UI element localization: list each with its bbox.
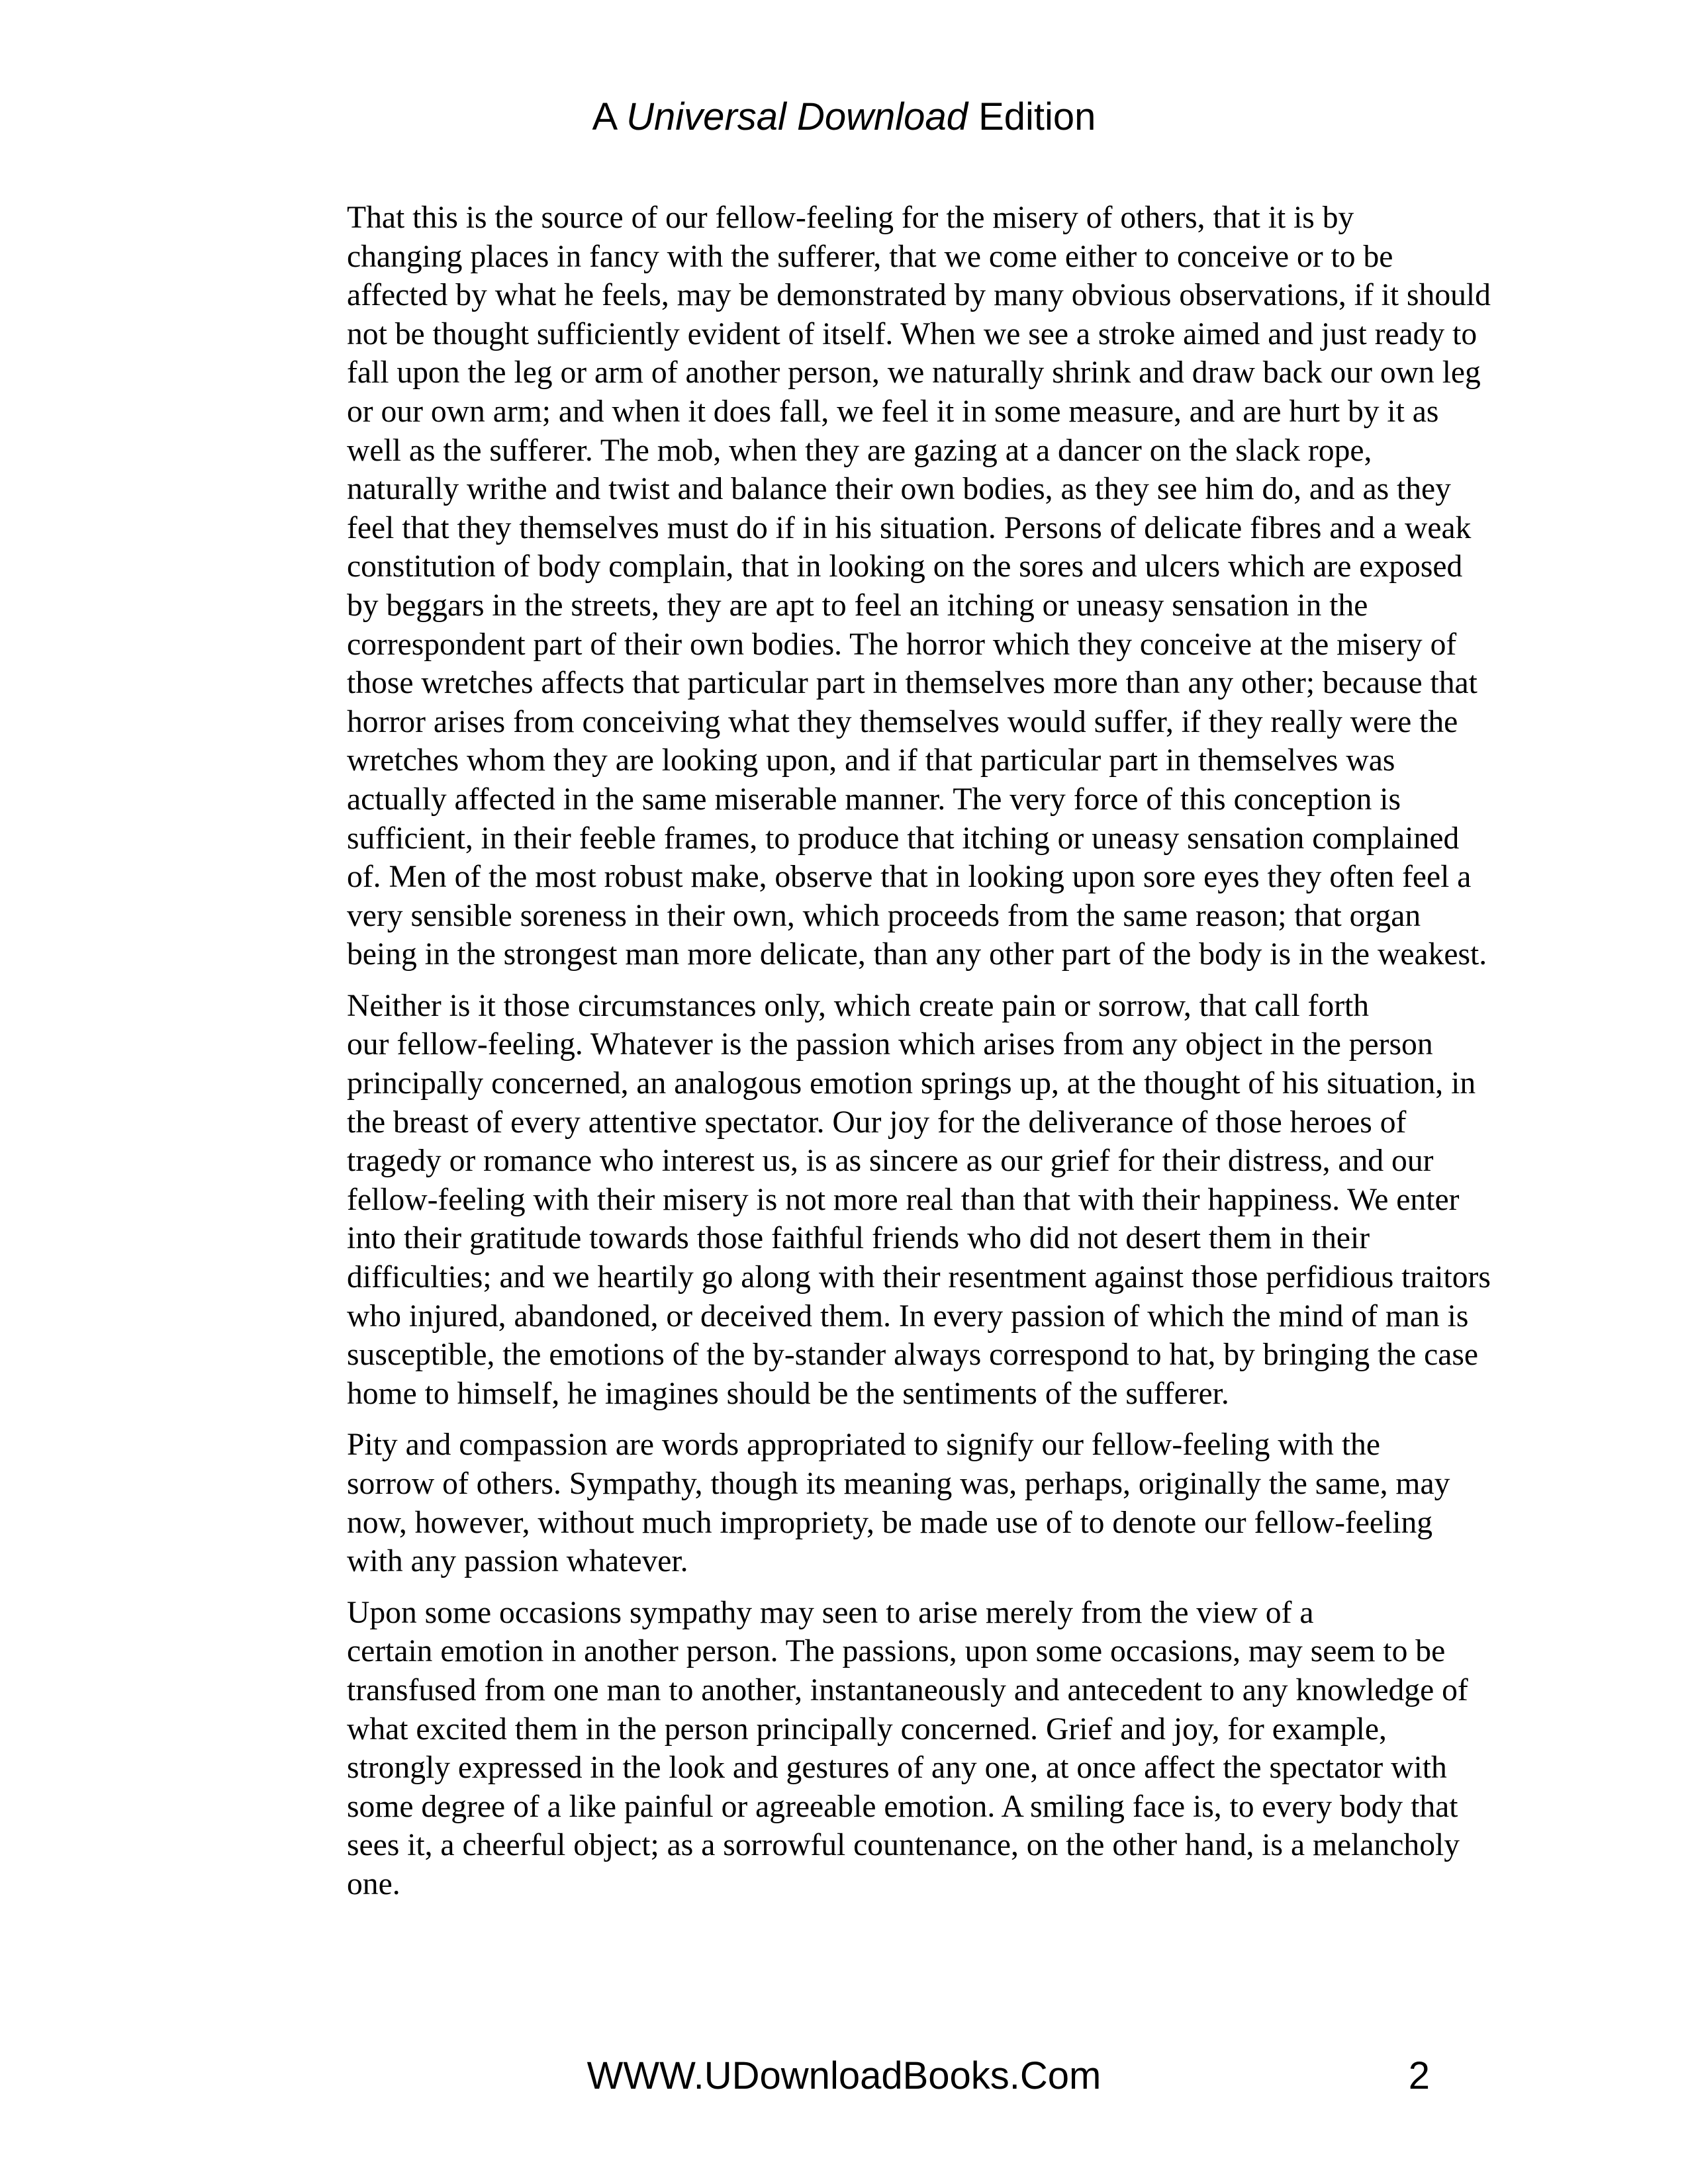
text-line: the breast of every attentive spectator. Our joy for the deliverance of those heroes of (347, 1105, 1407, 1140)
header-italic-title: Universal Download (626, 95, 968, 138)
paragraph-4 (248, 1594, 1468, 1904)
running-header (0, 94, 1688, 140)
text-line: into their gratitude towards those faithful friends who did not desert them in their (347, 1221, 1370, 1256)
text-line: home to himself, he imagines should be the sentiments of the sufferer. (347, 1376, 1229, 1411)
text-line: wretches whom they are looking upon, and if that particular part in themselves was (347, 743, 1395, 778)
text-line: affected by what he feels, may be demonstrated by many obvious observations, if it should (347, 278, 1491, 313)
text-line: constitution of body complain, that in looking on the sores and ulcers which are exposed (347, 549, 1463, 584)
header-prefix: A (592, 95, 627, 138)
body-text (248, 199, 1491, 1917)
text-line: our fellow-feeling. Whatever is the passion which arises from any object in the person (347, 1027, 1433, 1062)
paragraph-1 (248, 199, 1491, 974)
text-line: feel that they themselves must do if in his situation. Persons of delicate fibres and a weak (347, 510, 1472, 545)
page-number: 2 (1408, 2054, 1430, 2097)
text-line: tragedy or romance who interest us, is as sincere as our grief for their distress, and our (347, 1144, 1434, 1179)
text-line: naturally writhe and twist and balance their own bodies, as they see him do, and as they (347, 472, 1451, 507)
text-line: horror arises from conceiving what they themselves would suffer, if they really were the (347, 704, 1458, 739)
text-line: Pity and compassion are words appropriated to signify our fellow-feeling with the (347, 1428, 1380, 1463)
text-line: or our own arm; and when it does fall, we feel it in some measure, and are hurt by it as (347, 394, 1439, 429)
text-line: actually affected in the same miserable manner. The very force of this conception is (347, 782, 1401, 817)
paragraph-3 (248, 1426, 1450, 1580)
text-line: fellow-feeling with their misery is not more real than that with their happiness. We enter (347, 1182, 1460, 1217)
text-line: one. (347, 1866, 400, 1901)
text-line: Neither is it those circumstances only, which create pain or sorrow, that call forth (347, 988, 1370, 1023)
paragraph-2 (248, 987, 1491, 1414)
text-line: difficulties; and we heartily go along with their resentment against those perfidious traitors (347, 1260, 1491, 1295)
text-line: principally concerned, an analogous emotion springs up, at the thought of his situation, in (347, 1066, 1476, 1101)
text-line: by beggars in the streets, they are apt to feel an itching or uneasy sensation in the (347, 588, 1368, 623)
text-line: with any passion whatever. (347, 1544, 688, 1579)
text-line: well as the sufferer. The mob, when they are gazing at a dancer on the slack rope, (347, 433, 1372, 468)
text-line: changing places in fancy with the sufferer, that we come either to conceive or to be (347, 239, 1393, 274)
text-line: of. Men of the most robust make, observe that in looking upon sore eyes they often feel a (347, 860, 1472, 895)
text-line: sorrow of others. Sympathy, though its meaning was, perhaps, originally the same, may (347, 1467, 1450, 1501)
text-line: strongly expressed in the look and gestures of any one, at once affect the spectator with (347, 1751, 1447, 1786)
text-line: certain emotion in another person. The passions, upon some occasions, may seem to be (347, 1634, 1446, 1669)
text-line: fall upon the leg or arm of another person, we naturally shrink and draw back our own leg (347, 355, 1481, 390)
text-line: susceptible, the emotions of the by-stander always correspond to hat, by bringing the case (347, 1338, 1478, 1373)
text-line: correspondent part of their own bodies. The horror which they conceive at the misery of (347, 627, 1457, 662)
text-line: transfused from one man to another, instantaneously and antecedent to any knowledge of (347, 1672, 1468, 1707)
text-line: Upon some occasions sympathy may seen to arise merely from the view of a (347, 1595, 1314, 1630)
text-line: sufficient, in their feeble frames, to produce that itching or uneasy sensation complained (347, 821, 1460, 856)
text-line: being in the strongest man more delicate, than any other part of the body is in the weakest. (347, 937, 1487, 972)
text-line: some degree of a like painful or agreeable emotion. A smiling face is, to every body that (347, 1789, 1458, 1824)
text-line: That this is the source of our fellow-feeling for the misery of others, that it is by (347, 201, 1354, 235)
text-line: who injured, abandoned, or deceived them. In every passion of which the mind of man is (347, 1298, 1469, 1334)
text-line: now, however, without much impropriety, be made use of to denote our fellow-feeling (347, 1505, 1433, 1540)
text-line: what excited them in the person principally concerned. Grief and joy, for example, (347, 1711, 1387, 1747)
footer-url: WWW.UDownloadBooks.Com (586, 2054, 1102, 2097)
header-suffix: Edition (967, 95, 1096, 138)
text-line: very sensible soreness in their own, which proceeds from the same reason; that organ (347, 898, 1421, 933)
text-line: not be thought sufficiently evident of itself. When we see a stroke aimed and just ready to (347, 316, 1477, 351)
text-line: those wretches affects that particular part in themselves more than any other; because that (347, 666, 1477, 701)
text-line: sees it, a cheerful object; as a sorrowful countenance, on the other hand, is a melancholy (347, 1828, 1460, 1863)
